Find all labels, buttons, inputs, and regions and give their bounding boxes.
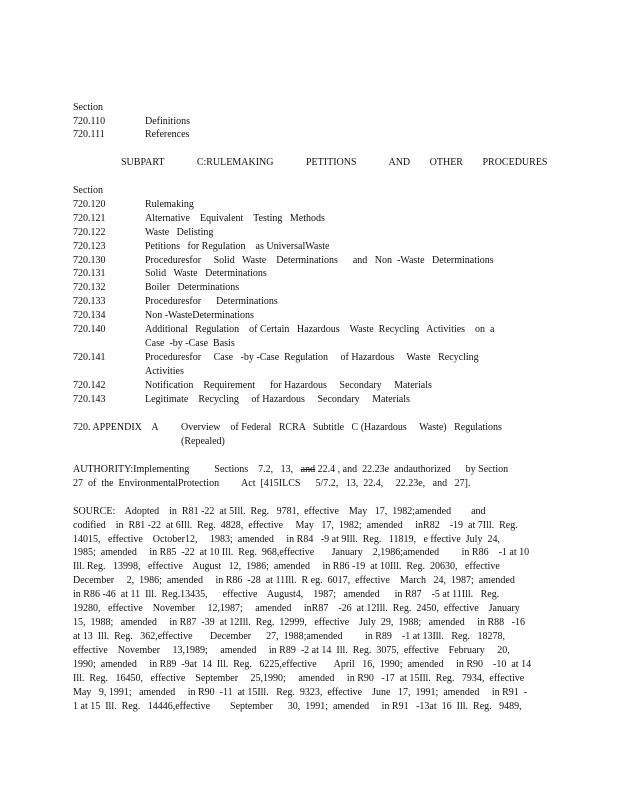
toc-number: 720.142 xyxy=(73,380,106,391)
section-label: Section xyxy=(73,102,103,113)
toc-title: Legitimate Recycling of Hazardous Secondary Materials xyxy=(145,394,410,405)
subpart-heading: SUBPART C:RULEMAKING PETITIONS AND OTHER PROCEDURES xyxy=(121,157,548,168)
toc-title: Rulemaking xyxy=(145,199,194,210)
authority-struck-text: and xyxy=(300,464,316,475)
toc-row-continuation xyxy=(73,337,543,350)
toc-title: References xyxy=(145,129,190,140)
source-line: 1 at 15 Ill. Reg. 14446,effective September 30, 1991; amended in R91 -13at 16 Ill. Reg. 9489, xyxy=(73,701,522,712)
toc-row xyxy=(73,295,543,308)
toc-title: Notification Requirement for Hazardous Secondary Materials xyxy=(145,380,432,391)
toc-row xyxy=(73,254,543,267)
authority-text: AUTHORITY:Implementing Sections 7.2, 13, xyxy=(73,464,301,475)
toc-number: 720.110 xyxy=(73,116,106,127)
toc-title: Definitions xyxy=(145,116,190,127)
toc-row xyxy=(73,128,543,141)
toc-row xyxy=(73,267,543,280)
source-line: at 13 Ill. Reg. 362,effective December 27, 1988;amended in R89 -1 at 13Ill. Reg. 18278, xyxy=(73,631,505,642)
toc-number: 720.121 xyxy=(73,213,106,224)
toc-number: 720.140 xyxy=(73,324,106,335)
toc-title: Proceduresfor Determinations xyxy=(145,296,278,307)
authority-text: 22.4 , and 22.23e andauthorized by Section xyxy=(315,464,509,475)
source-line: effective November 13,1989; amended in R89 -2 at 14 Ill. Reg. 3075, effective February 20, xyxy=(73,645,510,656)
source-line: Ill. Reg. 16450, effective September 25,1990; amended in R90 -17 at 15Ill. Reg. 7934, effective xyxy=(73,673,525,684)
toc-row xyxy=(73,379,543,392)
toc-row xyxy=(73,240,543,253)
toc-title: Petitions for Regulation as UniversalWaste xyxy=(145,241,330,252)
source-line: codified in R81 -22 at 6Ill. Reg. 4828, effective May 17, 1982; amended inR82 -19 at 7Ill. Reg. xyxy=(73,520,518,531)
toc-row xyxy=(73,393,543,406)
toc-row xyxy=(73,115,543,128)
source-line: 1990; amended in R89 -9at 14 Ill. Reg. 6225,effective April 16, 1990; amended in R90 -10 at 14 xyxy=(73,659,532,670)
toc-number: 720.134 xyxy=(73,310,106,321)
toc-title-continuation: Case -by -Case Basis xyxy=(145,338,235,349)
source-line: 19280, effective November 12,1987; amended inR87 -26 at 12Ill. Reg. 2450, effective January xyxy=(73,603,520,614)
toc-row xyxy=(73,212,543,225)
toc-number: 720.132 xyxy=(73,282,106,293)
source-line: May 9, 1991; amended in R90 -11 at 15Ill. Reg. 9323, effective June 17, 1991; amended in R91 - xyxy=(73,687,528,698)
source-line: 1985; amended in R85 -22 at 10 Ill. Reg. 968,effective January 2,1986;amended in R86 -1 at 10 xyxy=(73,547,530,558)
toc-title: Boiler Determinations xyxy=(145,282,240,293)
toc-number: 720.143 xyxy=(73,394,106,405)
section-label: Section xyxy=(73,185,103,196)
appendix-title-continuation: (Repealed) xyxy=(181,436,225,447)
toc-title: Solid Waste Determinations xyxy=(145,268,267,279)
authority-line-2: 27 of the EnvironmentalProtection Act [415ILCS 5/7.2, 13, 22.4, 22.23e, and 27]. xyxy=(73,478,471,489)
source-line: 15, 1988; amended in R87 -39 at 12Ill. Reg. 12999, effective July 29, 1988; amended in R88 -16 xyxy=(73,617,525,628)
toc-number: 720.111 xyxy=(73,129,105,140)
toc-title: Proceduresfor Solid Waste Determinations and Non -Waste Determinations xyxy=(145,255,494,266)
toc-number: 720.141 xyxy=(73,352,106,363)
source-line: 14015, effective October12, 1983; amended in R84 -9 at 9Ill. Reg. 11819, e ffective July 24, xyxy=(73,534,500,545)
toc-number: 720.123 xyxy=(73,241,106,252)
toc-title: Waste Delisting xyxy=(145,227,214,238)
source-line: in R86 -46 at 11 Ill. Reg.13435, effective August4, 1987; amended in R87 -5 at 11Ill. Reg. xyxy=(73,589,500,600)
toc-number: 720.120 xyxy=(73,199,106,210)
toc-number: 720.133 xyxy=(73,296,106,307)
authority-line-1 xyxy=(73,463,508,476)
toc-row xyxy=(73,323,543,336)
source-line: SOURCE: Adopted in R81 -22 at 5Ill. Reg. 9781, effective May 17, 1982;amended and xyxy=(73,506,486,517)
toc-title: Additional Regulation of Certain Hazardous Waste Recycling Activities on a xyxy=(145,324,495,335)
toc-title: Proceduresfor Case -by -Case Regulation of Hazardous Waste Recycling xyxy=(145,352,479,363)
toc-row xyxy=(73,351,543,364)
toc-row xyxy=(73,226,543,239)
toc-number: 720.122 xyxy=(73,227,106,238)
appendix-number: 720. APPENDIX A xyxy=(73,422,159,433)
toc-number: 720.131 xyxy=(73,268,106,279)
appendix-title: Overview of Federal RCRA Subtitle C (Hazardous Waste) Regulations xyxy=(181,422,502,433)
source-line: December 2, 1986; amended in R86 -28 at 11Ill. R eg. 6017, effective March 24, 1987; amended xyxy=(73,575,515,586)
toc-row xyxy=(73,198,543,211)
toc-title: Alternative Equivalent Testing Methods xyxy=(145,213,325,224)
toc-title: Non -WasteDeterminations xyxy=(145,310,254,321)
toc-title-continuation: Activities xyxy=(145,366,184,377)
toc-row xyxy=(73,281,543,294)
source-line: Ill. Reg. 13998, effective August 12, 1986; amended in R86 -19 at 10Ill. Reg. 20630, effective xyxy=(73,561,500,572)
toc-row-continuation xyxy=(73,365,543,378)
toc-row xyxy=(73,309,543,322)
toc-number: 720.130 xyxy=(73,255,106,266)
